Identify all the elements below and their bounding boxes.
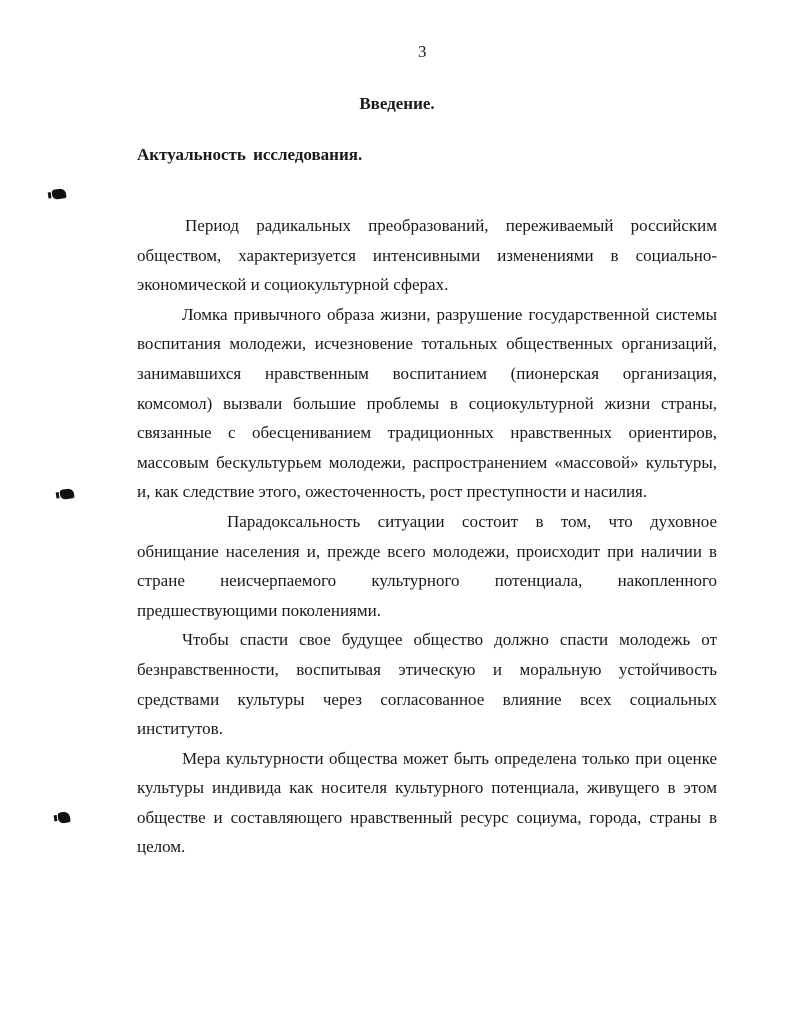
scan-artifact-mark	[51, 188, 66, 200]
paragraph: Парадоксальность ситуации состоит в том, что духовное обнищание населения и, прежде всего молодежи, происходит при наличии в стране неисчерпаемого культурного потенциала, накопленного предшествующими поколениями.	[137, 511, 717, 620]
page-title-text: Введение.	[359, 94, 435, 113]
scan-artifact-mark	[59, 488, 74, 500]
paragraph: Ломка привычного образа жизни, разрушение государственной системы воспитания молодежи, исчезновение тотальных общественных организаций, занимавшихся нравственным воспитанием (пионерская организация, комсомол) вызвали большие проблемы в социокультурной жизни страны, связанные с обесцениванием традиционных нравственных ориентиров, массовым бескультурьем молодежи, распространением «массовой» культуры, и, как следствие этого, ожесточенность, рост преступности и насилия.	[137, 304, 717, 502]
paragraph: Чтобы спасти свое будущее общество должно спасти молодежь от безнравственности, воспитывая этическую и моральную устойчивость средствами культуры через согласованное влияние всех социальных институтов.	[137, 630, 717, 739]
paragraph: Период радикальных преобразований, переживаемый российским обществом, характеризуется интенсивными изменениями в социально-экономической и социокультурной сферах.	[137, 216, 717, 295]
page-title	[0, 94, 794, 114]
scan-artifact-mark	[57, 811, 70, 824]
paragraph: Мера культурности общества может быть определена только при оценке культуры индивида как носителя культурного потенциала, живущего в этом обществе и составляющего нравственный ресурс социума, города, страны в целом.	[137, 748, 717, 857]
body-text	[137, 211, 717, 862]
page-number: 3	[418, 42, 427, 61]
section-heading: Актуальность исследования.	[137, 145, 363, 164]
